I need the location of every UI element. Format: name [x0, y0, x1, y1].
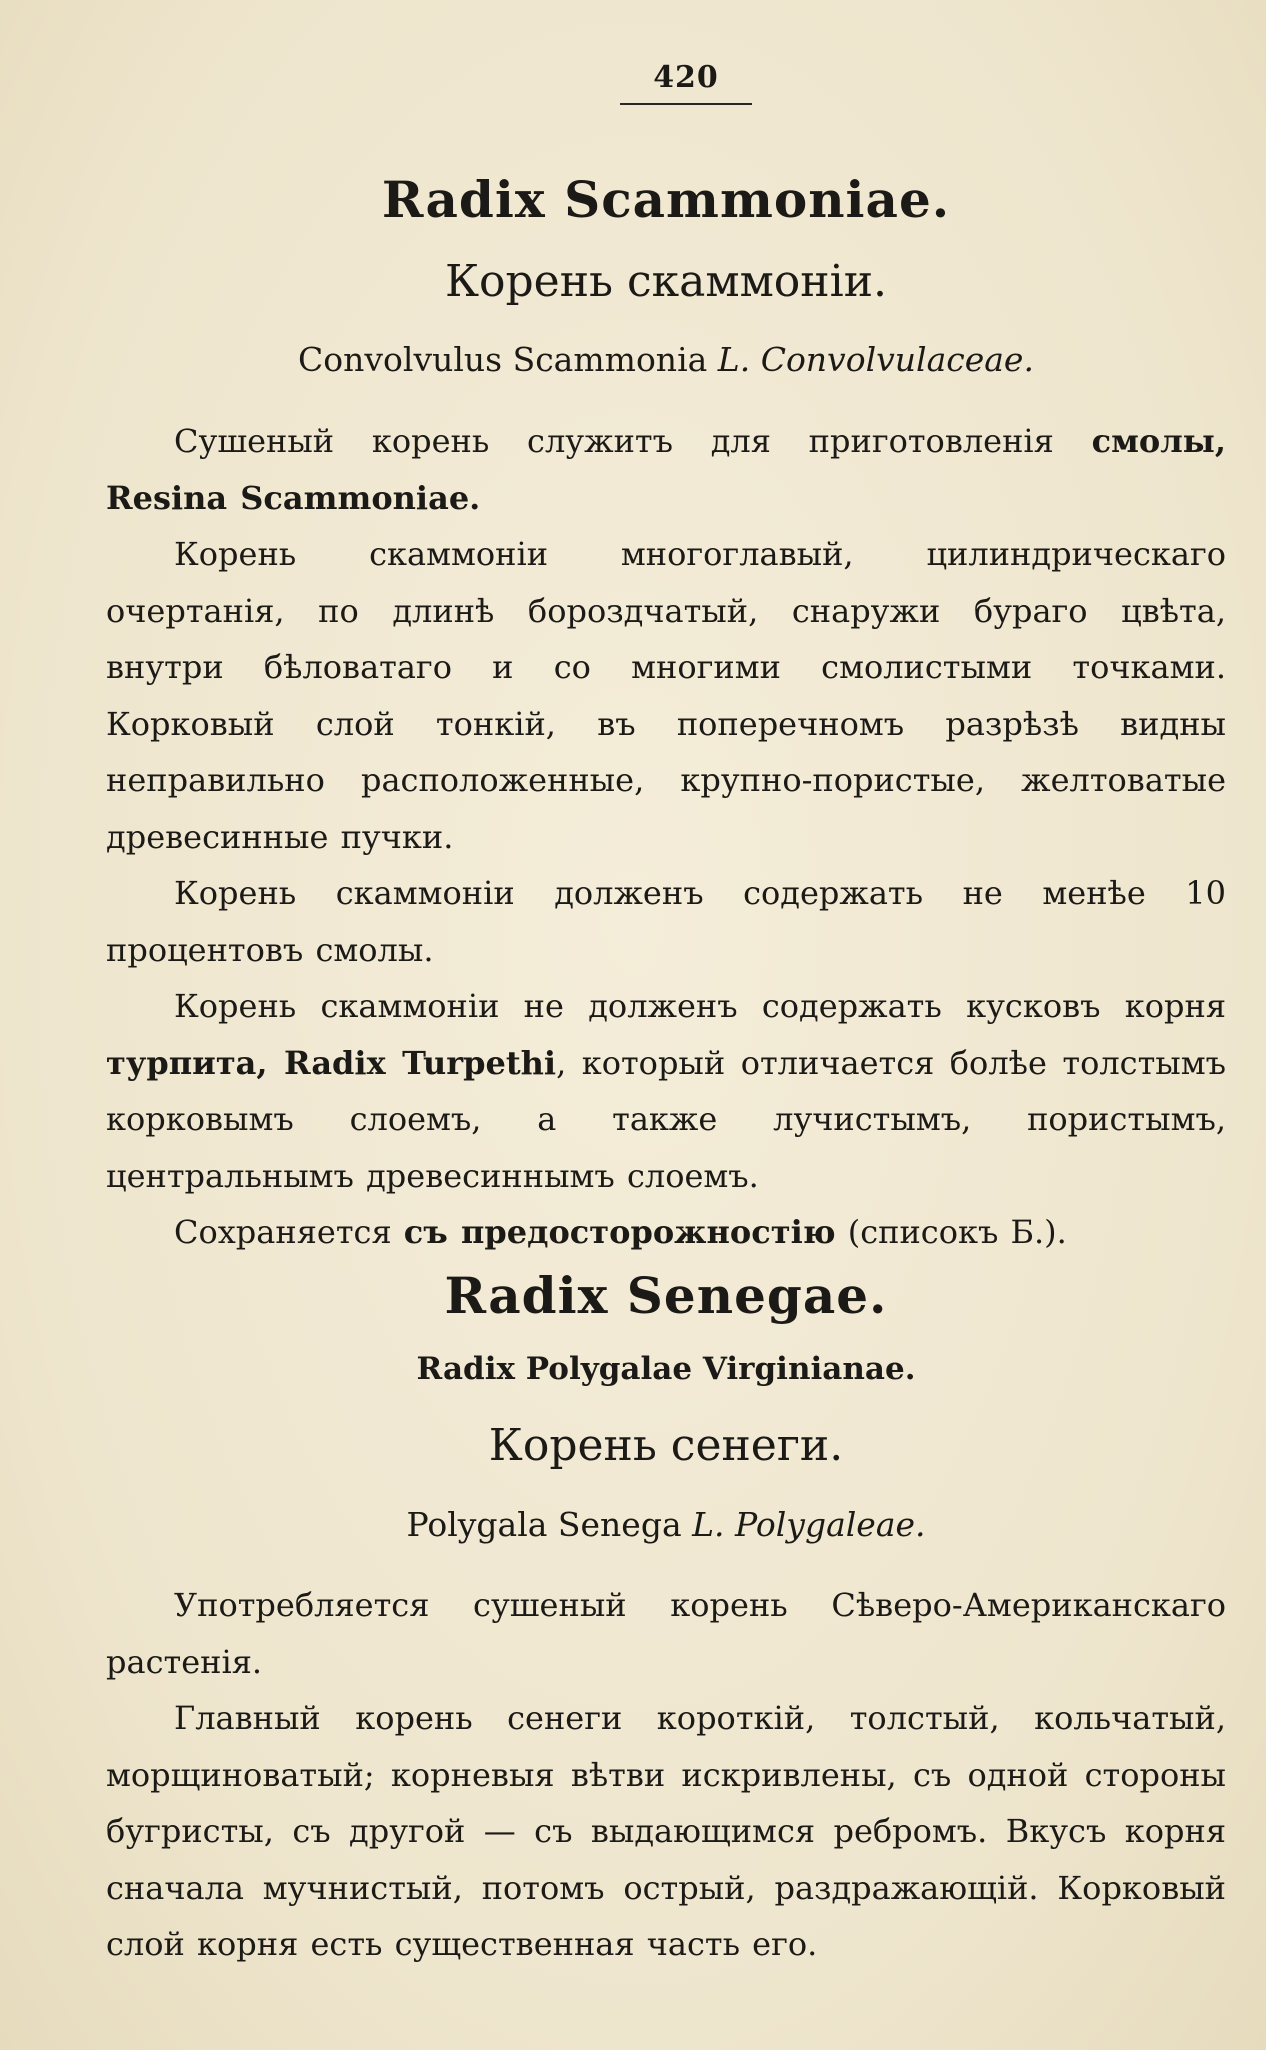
- text-run: Корень скаммоніи долженъ содержать не менѣе 10 процентовъ смолы.: [106, 874, 1226, 969]
- russian-title: Корень сенеги.: [488, 1420, 844, 1471]
- paragraph: [106, 1204, 1226, 1261]
- text-run: Употребляется сушеный корень Сѣверо-Американскаго растенія.: [106, 1586, 1226, 1681]
- bold-term: съ предосторожностію: [403, 1213, 836, 1251]
- text-run: (списокъ Б.).: [835, 1213, 1067, 1251]
- latin-subtitle: Radix Polygalae Virginianae.: [416, 1351, 916, 1387]
- bold-term: смолы, Resina Scammoniae.: [106, 422, 1226, 517]
- paragraph: [106, 526, 1226, 865]
- paragraph: [106, 978, 1226, 1204]
- paragraph: [106, 1577, 1226, 1690]
- latin-title: Radix Senegae.: [444, 1266, 888, 1325]
- plant-line-block: [106, 340, 1226, 379]
- page-number-rule: [620, 103, 752, 105]
- russian-title-block: [106, 1420, 1226, 1471]
- text-run: , который отличается болѣе толстымъ корковымъ слоемъ, а также лучистымъ, пористымъ, центральнымъ древесиннымъ слоемъ.: [106, 1043, 1227, 1195]
- bold-term: турпита, Radix Turpethi: [106, 1043, 557, 1082]
- paragraph: [106, 865, 1226, 978]
- plant-source-line: [106, 340, 1226, 379]
- latin-subtitle-block: [106, 1351, 1226, 1387]
- plant-name: Polygala Senega: [406, 1505, 693, 1544]
- section2-body: [106, 1577, 1226, 1973]
- text-run: Главный корень сенеги короткій, толстый, кольчатый, морщиноватый; корневыя вѣтви искривлены, съ одной стороны бугристы, съ другой — съ выдающимся ребромъ. Вкусъ корня сначала мучнистый, потомъ острый, раздражающій. Корковый слой корня есть существенная часть его.: [106, 1699, 1226, 1963]
- plant-line-block: [106, 1505, 1226, 1544]
- paragraph: [106, 413, 1226, 526]
- paragraph: [106, 1690, 1226, 1973]
- section-title-scammoniae: [106, 170, 1226, 229]
- plant-author-family: L. Polygaleae.: [692, 1505, 926, 1544]
- section-title-senegae: [106, 1266, 1226, 1325]
- section1-body: [106, 413, 1226, 1261]
- page-number: 420: [653, 60, 719, 95]
- russian-title-block: [106, 256, 1226, 307]
- plant-name: Convolvulus Scammonia: [298, 340, 718, 379]
- text-run: Сохраняется: [174, 1213, 404, 1251]
- plant-author-family: L. Convolvulaceae.: [717, 340, 1034, 379]
- russian-title: Корень скаммоніи.: [444, 256, 888, 307]
- latin-title: Radix Scammoniae.: [381, 170, 951, 229]
- plant-source-line: [106, 1505, 1226, 1544]
- text-run: Сушеный корень служитъ для приготовленія: [174, 422, 1092, 460]
- text-run: Корень скаммоніи многоглавый, цилиндрическаго очертанія, по длинѣ бороздчатый, снаружи бураго цвѣта, внутри бѣловатаго и со многими смолистыми точками. Корковый слой тонкій, въ поперечномъ разрѣзѣ видны неправильно расположенные, крупно-пористые, желтоватые древесинные пучки.: [106, 535, 1226, 856]
- text-run: Корень скаммоніи не долженъ содержать кусковъ корня: [174, 987, 1226, 1025]
